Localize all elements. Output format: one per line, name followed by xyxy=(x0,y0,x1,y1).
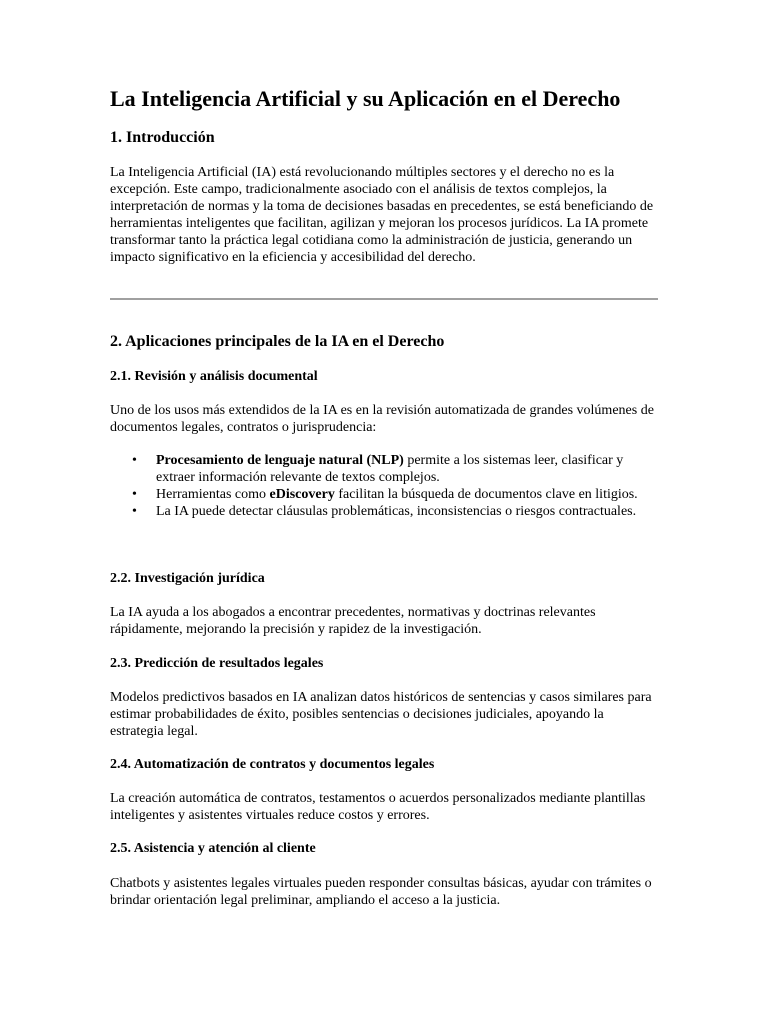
subsection-heading-legal-prediction: 2.3. Predicción de resultados legales xyxy=(110,656,324,671)
document-review-paragraph: Uno de los usos más extendidos de la IA es en la revisión automatizada de grandes volúmenes de documentos legales, contratos o jurisprudencia: xyxy=(110,403,654,435)
section-heading-applications: 2. Aplicaciones principales de la IA en el Derecho xyxy=(110,333,445,350)
list-item-text: Herramientas como xyxy=(156,487,270,502)
contract-automation-paragraph: La creación automática de contratos, testamentos o acuerdos personalizados mediante plantillas inteligentes y asistentes virtuales reduce costos y errores. xyxy=(110,791,646,823)
list-item-text: permite a los sistemas leer, clasificar y extraer información relevante de textos complejos. xyxy=(156,453,624,485)
introduction-paragraph: La Inteligencia Artificial (IA) está revolucionando múltiples sectores y el derecho no es la excepción. Este campo, tradicionalmente asociado con el análisis de textos complejos, la interpretación de normas y la toma de decisiones basadas en precedentes, se está beneficiando de herramientas inteligentes que facilitan, agilizan y mejoran los procesos jurídicos. La IA promete transformar tanto la práctica legal cotidiana como la administración de justicia, generando un impacto significativo en la eficiencia y accesibilidad del derecho. xyxy=(110,165,654,265)
subsection-heading-contract-automation: 2.4. Automatización de contratos y documentos legales xyxy=(110,757,435,772)
section-divider xyxy=(110,298,658,300)
list-item-text: La IA puede detectar cláusulas problemáticas, inconsistencias o riesgos contractuales. xyxy=(156,504,637,519)
list-item xyxy=(110,452,658,486)
list-item-bold: eDiscovery xyxy=(269,487,335,502)
bullet-icon: • xyxy=(132,487,137,502)
subsection-heading-client-assistance: 2.5. Asistencia y atención al cliente xyxy=(110,841,316,856)
legal-prediction-paragraph: Modelos predictivos basados en IA analizan datos históricos de sentencias y casos similares para estimar probabilidades de éxito, posibles sentencias o decisiones judiciales, apoyando la estrategia legal. xyxy=(110,690,652,739)
list-item-text: facilitan la búsqueda de documentos clave en litigios. xyxy=(334,487,638,502)
section-heading-introduction: 1. Introducción xyxy=(110,129,215,146)
document-review-list xyxy=(110,452,658,520)
bullet-icon: • xyxy=(132,504,137,519)
bullet-icon: • xyxy=(132,453,137,468)
document-title: La Inteligencia Artificial y su Aplicación en el Derecho xyxy=(110,86,621,111)
list-item xyxy=(110,486,658,503)
legal-research-paragraph: La IA ayuda a los abogados a encontrar precedentes, normativas y doctrinas relevantes rápidamente, mejorando la precisión y rapidez de la investigación. xyxy=(110,605,596,637)
subsection-heading-legal-research: 2.2. Investigación jurídica xyxy=(110,571,265,586)
list-item-bold: Procesamiento de lenguaje natural (NLP) xyxy=(156,453,404,468)
client-assistance-paragraph: Chatbots y asistentes legales virtuales pueden responder consultas básicas, ayudar con trámites o brindar orientación legal preliminar, ampliando el acceso a la justicia. xyxy=(110,876,652,908)
subsection-heading-document-review: 2.1. Revisión y análisis documental xyxy=(110,369,318,384)
list-item xyxy=(110,503,658,520)
